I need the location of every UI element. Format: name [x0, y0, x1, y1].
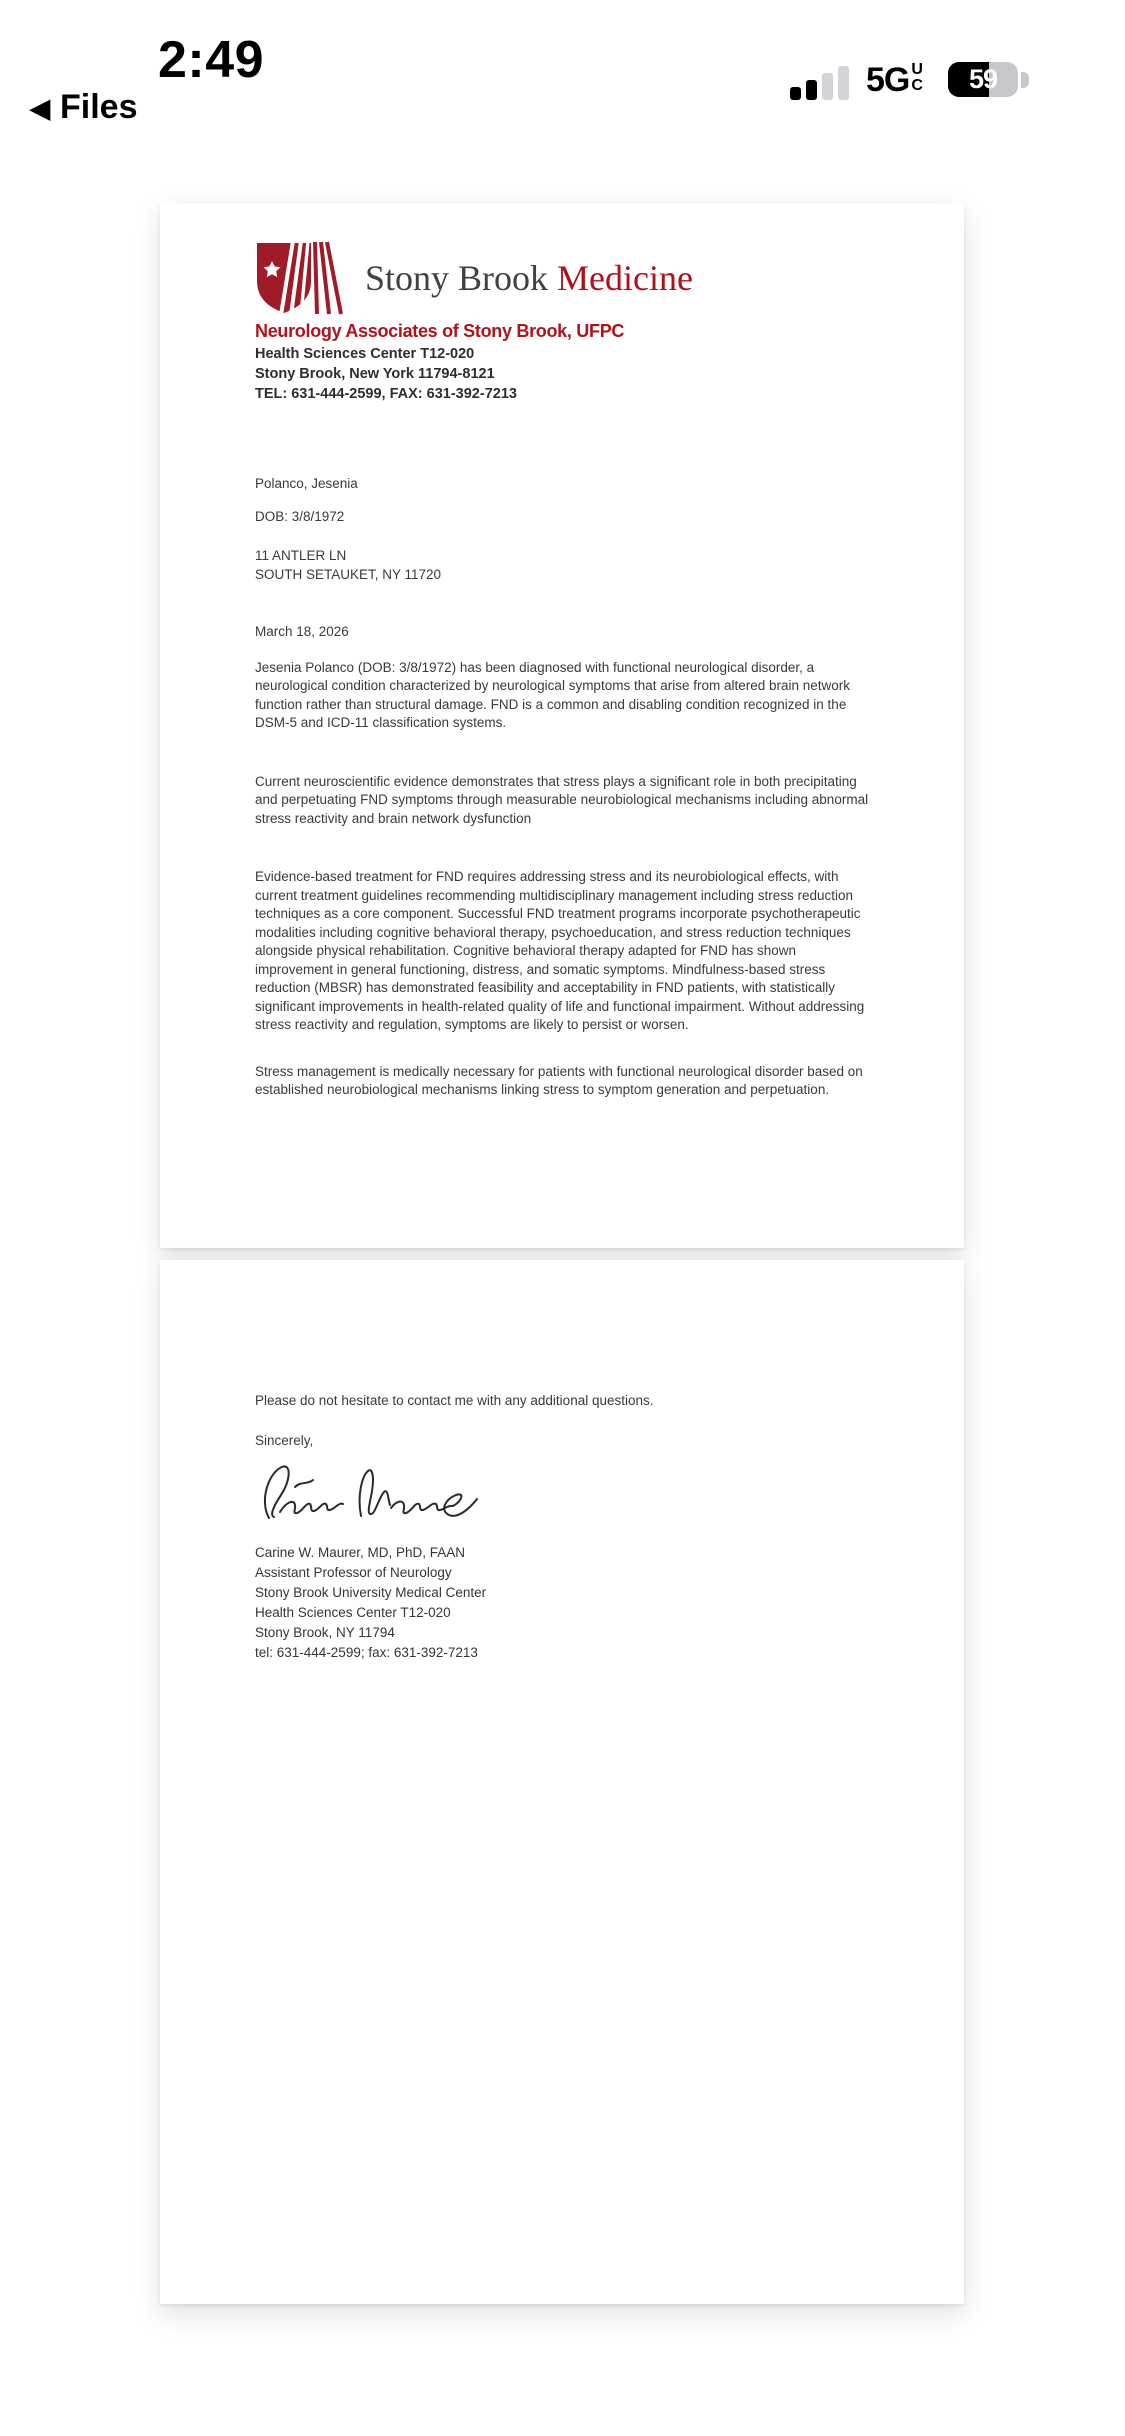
letter-paragraph-2: Current neuroscientific evidence demonstrates that stress plays a significant role in both precipitating and perpetuating FND symptoms through measurable neurobiological mechanisms including abnormal stress reactivity and brain network dysfunction	[255, 773, 869, 826]
logo-wordmark-stonybrook: Stony Brook	[365, 258, 558, 298]
back-arrow-icon: ◀	[30, 93, 50, 123]
cellular-signal-icon	[790, 64, 852, 100]
signer-institution: Stony Brook University Medical Center	[255, 1585, 487, 1600]
document-page-2[interactable]	[160, 1260, 964, 2304]
patient-address-line: SOUTH SETAUKET, NY 11720	[255, 566, 442, 582]
letter-date: March 18, 2026	[255, 624, 349, 639]
back-to-files-button[interactable]	[30, 88, 137, 127]
practice-address	[255, 344, 870, 404]
stony-brook-medicine-logo	[255, 241, 870, 315]
back-label: Files	[60, 88, 138, 126]
patient-dob: DOB: 3/8/1972	[255, 508, 345, 524]
status-bar-right	[790, 60, 1090, 104]
network-5g-label: 5G	[866, 61, 910, 99]
network-type-indicator	[866, 61, 923, 100]
stony-brook-shield-icon	[255, 241, 351, 315]
patient-address-line: 11 ANTLER LN	[255, 548, 347, 563]
signer-name: Carine W. Maurer, MD, PhD, FAAN	[255, 1545, 466, 1560]
battery-cap	[1021, 72, 1029, 88]
status-time: 2:49	[158, 31, 265, 89]
signer-address-line: Stony Brook, NY 11794	[255, 1625, 395, 1640]
signer-address-line: Health Sciences Center T12-020	[255, 1605, 451, 1620]
patient-name: Polanco, Jesenia	[255, 476, 358, 491]
logo-wordmark	[365, 257, 693, 299]
letter-paragraph-3: Evidence-based treatment for FND requires addressing stress and its neurobiological effects, with current treatment guidelines recommending multidisciplinary management including stress reduction techniques as a core component. Successful FND treatment programs incorporate psychotherapeutic modalities including cognitive behavioral therapy, psychoeducation, and stress reduction techniques alongside physical rehabilitation. Cognitive behavioral therapy adapted for FND has shown improvement in general functioning, distress, and somatic symptoms. Mindfulness-based stress reduction (MBSR) has demonstrated feasibility and acceptability in FND patients, with statistically significant improvements in health-related quality of life and functional impairment. Without addressing stress reactivity and regulation, symptoms are likely to persist or worsen.	[255, 869, 865, 1032]
document-page-1[interactable]	[160, 203, 964, 1248]
letter-paragraph-4: Stress management is medically necessary for patients with functional neurological disorder based on established neurobiological mechanisms linking stress to symptom generation and perpetuation.	[255, 1063, 863, 1097]
patient-address	[255, 547, 875, 584]
practice-phone-fax: TEL: 631-444-2599, FAX: 631-392-7213	[255, 386, 517, 402]
battery-percent: 59	[968, 64, 998, 94]
signer-phone-fax: tel: 631-444-2599; fax: 631-392-7213	[255, 1645, 478, 1660]
valediction: Sincerely,	[255, 1432, 314, 1448]
practice-address-line: Health Sciences Center T12-020	[255, 346, 475, 362]
network-uc-label: U C	[911, 61, 923, 94]
handwritten-signature	[249, 1458, 481, 1536]
logo-wordmark-medicine: Medicine	[557, 258, 693, 298]
battery-icon	[948, 62, 1018, 97]
practice-address-line: Stony Brook, New York 11794-8121	[255, 366, 495, 382]
signature-block	[255, 1543, 875, 1663]
practice-name: Neurology Associates of Stony Brook, UFPC	[255, 321, 625, 341]
closing-line: Please do not hesitate to contact me with any additional questions.	[255, 1393, 654, 1408]
letter-paragraph-1: Jesenia Polanco (DOB: 3/8/1972) has been diagnosed with functional neurological disorder, a neurological condition characterized by neurological symptoms that arise from altered brain network function rather than structural damage. FND is a common and disabling condition recognized in the DSM-5 and ICD-11 classification systems.	[255, 659, 851, 730]
signer-title: Assistant Professor of Neurology	[255, 1565, 452, 1580]
